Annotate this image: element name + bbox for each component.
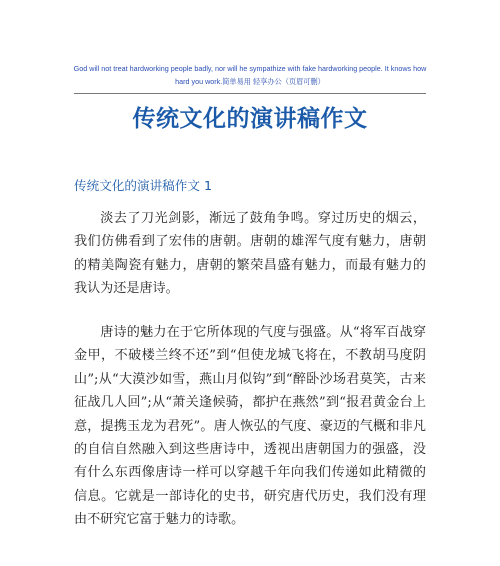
- body-paragraph-2: 唐诗的魅力在于它所体现的气度与强盛。从“将军百战穿金甲，不破楼兰终不还”到“但使龙城飞将在，不教胡马度阴山”;从“大漠沙如雪，燕山月似钩”到“醉卧沙场君莫笑，古来征战几人回”;从“萧关逢候骑，都护在燕然”到“报君黄金台上意，提携玉龙为君死”。唐人恢弘的气度、豪迈的气概和非凡的自信自然融入到这些唐诗中，透视出唐朝国力的强盛，没有什么东西像唐诗一样可以穿越千年向我们传递如此精微的信息。它就是一部诗化的史书，研究唐代历史，我们没有理由不研究它富于魅力的诗歌。: [74, 325, 426, 528]
- header-motto-line-2: hard you work.简单易用 轻享办公（页眉可删）: [175, 77, 325, 86]
- section-heading: 传统文化的演讲稿作文 1: [74, 178, 212, 193]
- header-motto-line-1: God will not treat hardworking people badly, nor will he sympathize with fake hardworking people. It knows how: [73, 64, 427, 73]
- header-divider: [74, 93, 426, 94]
- body-paragraph-1: 淡去了刀光剑影，渐远了鼓角争鸣。穿过历史的烟云，我们仿佛看到了宏伟的唐朝。唐朝的雄浑气度有魅力，唐朝的精美陶瓷有魅力，唐朝的繁荣昌盛有魅力，而最有魅力的我认为还是唐诗。: [74, 211, 426, 297]
- document-title: 传统文化的演讲稿作文: [132, 106, 368, 132]
- page-header: [70, 62, 430, 88]
